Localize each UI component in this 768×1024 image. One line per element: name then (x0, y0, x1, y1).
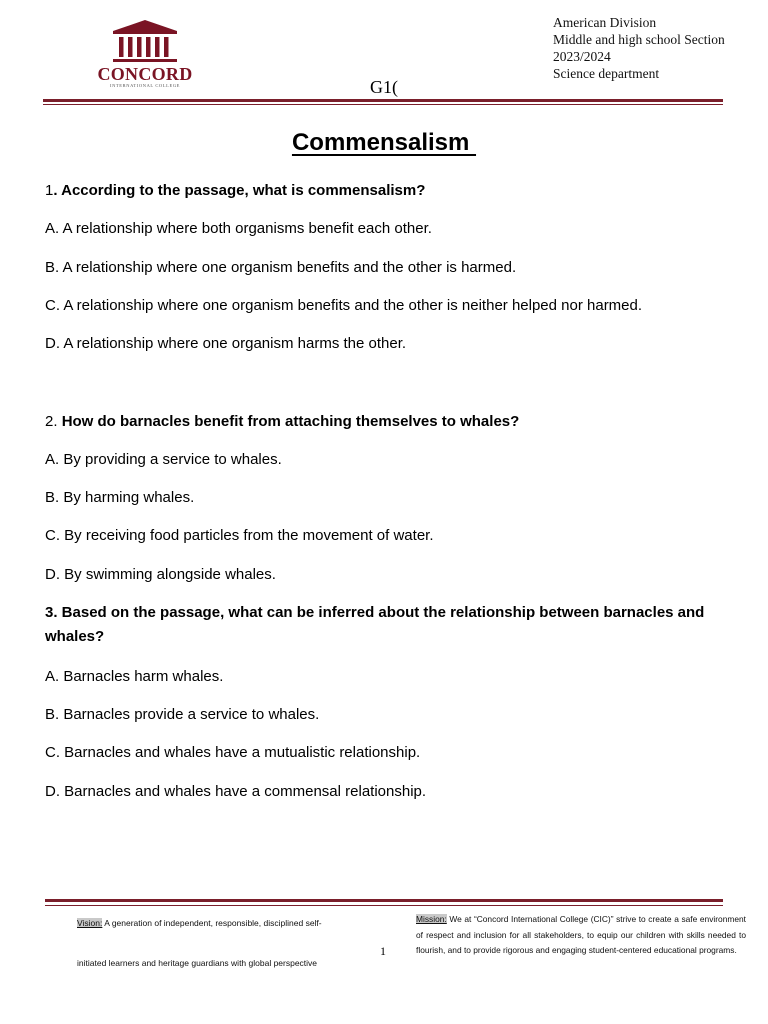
school-logo (95, 18, 195, 90)
header-divider (43, 99, 723, 102)
question-3-line2: whales? (45, 628, 105, 645)
columns-building-icon (95, 18, 195, 66)
option-1c: C. A relationship where one organism benefits and the other is neither helped nor harmed. (45, 297, 643, 314)
option-2c: C. By receiving food particles from the movement of water. (45, 527, 434, 544)
page-title: Commensalism (291, 129, 477, 156)
header-info-line: 2023/2024 (553, 49, 611, 64)
question-1: 1. According to the passage, what is commensalism? (45, 182, 426, 199)
page-number: 1 (380, 944, 386, 958)
mission-label: Mission: (416, 914, 447, 924)
logo-subtitle: INTERNATIONAL COLLEGE (109, 83, 181, 88)
vision-label: Vision: (77, 918, 103, 928)
header-info-line: Middle and high school Section (553, 32, 725, 47)
logo-wordmark: CONCORD (97, 64, 193, 84)
option-2a: A. By providing a service to whales. (45, 451, 282, 468)
question-2: 2. How do barnacles benefit from attaching themselves to whales? (45, 413, 520, 430)
footer-divider (45, 899, 723, 902)
header-info-line: American Division (553, 15, 657, 30)
vision-statement: Vision: A generation of independent, responsible, disciplined self- initiated learners and heritage guardians with global perspective (77, 918, 322, 968)
option-3a: A. Barnacles harm whales. (45, 668, 224, 685)
option-1a: A. A relationship where both organisms benefit each other. (45, 220, 432, 237)
mission-statement: Mission: We at “Concord International College (CIC)” strive to create a safe environment of respect and inclusion for all stakeholders, to equip our children with skills needed to flourish, and to provide rigorous and engaging student-centered educational programs. (416, 914, 746, 955)
grade-label: G1( (370, 77, 398, 97)
option-2b: B. By harming whales. (45, 489, 195, 506)
option-2d: D. By swimming alongside whales. (45, 566, 276, 583)
option-3d: D. Barnacles and whales have a commensal relationship. (45, 783, 427, 800)
header-info (553, 14, 725, 82)
header-divider-thin (43, 104, 723, 105)
option-3b: B. Barnacles provide a service to whales. (45, 706, 320, 723)
option-1d: D. A relationship where one organism harms the other. (45, 335, 407, 352)
vision-line-2: initiated learners and heritage guardians with global perspective (77, 958, 318, 968)
option-3c: C. Barnacles and whales have a mutualistic relationship. (45, 744, 421, 761)
header-info-line: Science department (553, 66, 660, 81)
footer-divider-thin (45, 905, 723, 906)
question-3-line1: 3. Based on the passage, what can be inferred about the relationship between barnacles and (45, 604, 705, 621)
option-1b: B. A relationship where one organism benefits and the other is harmed. (45, 259, 517, 276)
